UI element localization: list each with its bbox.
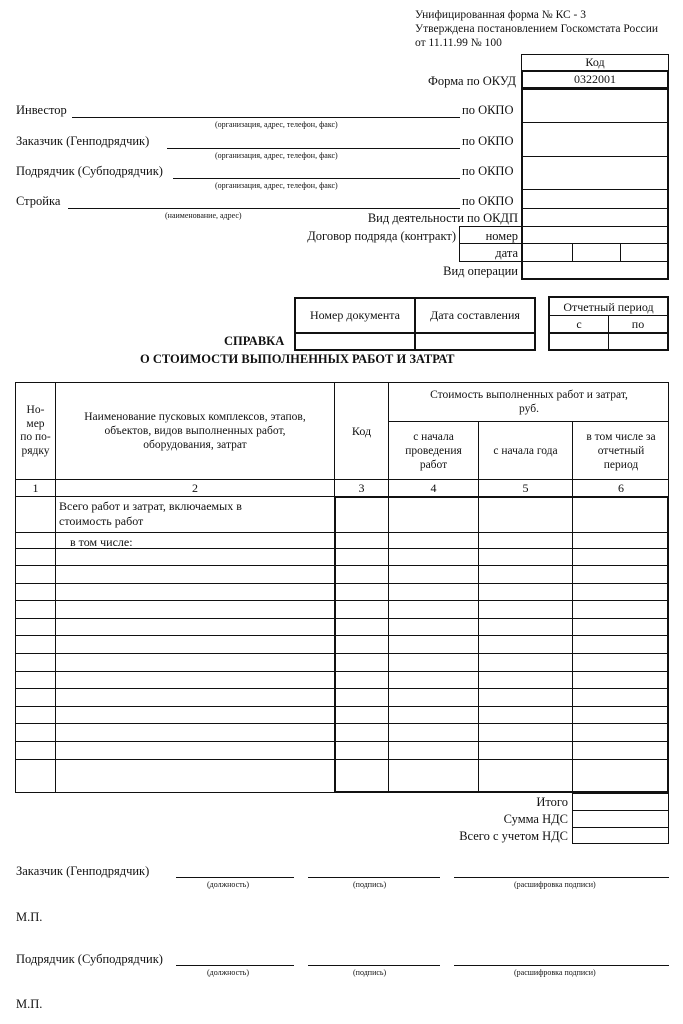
table-row-line xyxy=(15,532,669,533)
table-row-line xyxy=(15,671,669,672)
col-num-1: 1 xyxy=(32,481,39,495)
table-row-line xyxy=(15,759,669,760)
investor-label: Инвестор xyxy=(16,103,67,117)
title-subtitle: О СТОИМОСТИ ВЫПОЛНЕННЫХ РАБОТ И ЗАТРАТ xyxy=(140,352,455,366)
customer-signature-field[interactable] xyxy=(308,877,440,878)
vat-label: Сумма НДС xyxy=(503,812,568,826)
customer-signature-hint: (подпись) xyxy=(353,880,387,889)
approval-line: Утверждена постановлением Госкомстата России xyxy=(415,23,659,35)
period-header: Отчетный период xyxy=(563,299,654,314)
construction-label: Стройка xyxy=(16,194,61,208)
construction-field[interactable] xyxy=(68,208,460,209)
contractor-label: Подрядчик (Субподрядчик) xyxy=(16,164,163,178)
title-spravka: СПРАВКА xyxy=(224,334,285,348)
construction-hint: (наименование, адрес) xyxy=(165,211,242,220)
col-from-start-header: с начала проведения работ xyxy=(405,430,462,471)
code-vline xyxy=(620,243,621,261)
table-row-line xyxy=(15,548,669,549)
totals-box xyxy=(572,793,669,844)
customer-decoding-field[interactable] xyxy=(454,877,669,878)
contractor-field[interactable] xyxy=(173,178,460,179)
code-line xyxy=(521,189,669,190)
customer-position-hint: (должность) xyxy=(207,880,249,889)
table-row-line xyxy=(15,706,669,707)
customer-sign-label: Заказчик (Генподрядчик) xyxy=(16,864,150,878)
contract-label: Договор подряда (контракт) xyxy=(307,229,456,243)
doc-number-header: Номер документа xyxy=(309,308,401,322)
col-num-4: 4 xyxy=(430,481,437,495)
date-label: дата xyxy=(495,246,518,260)
main-table-values-block xyxy=(334,496,669,793)
code-line xyxy=(521,208,669,209)
table-row-line xyxy=(15,635,669,636)
code-vline xyxy=(572,243,573,261)
itogo-label: Итого xyxy=(536,795,568,809)
table-hline xyxy=(15,496,669,497)
row-including-label: в том числе: xyxy=(70,535,133,549)
doc-date-header: Дата составления xyxy=(430,308,520,322)
customer-label: Заказчик (Генподрядчик) xyxy=(16,134,150,148)
table-row-line xyxy=(15,653,669,654)
col-period-header: в том числе за отчетный период xyxy=(586,430,656,471)
contractor-signature-hint: (подпись) xyxy=(353,968,387,977)
form-code-line: Унифицированная форма № КС - 3 xyxy=(415,9,587,21)
contractor-position-field[interactable] xyxy=(176,965,294,966)
kod-header-cell xyxy=(521,54,669,71)
customer-hint: (организация, адрес, телефон, факс) xyxy=(215,151,338,160)
kod-label: Код xyxy=(585,55,605,69)
construction-okpo-label: по ОКПО xyxy=(462,194,514,208)
contractor-decoding-hint: (расшифровка подписи) xyxy=(514,968,596,977)
contractor-decoding-field[interactable] xyxy=(454,965,669,966)
okud-label: Форма по ОКУД xyxy=(428,74,516,88)
col-num-3: 3 xyxy=(358,481,365,495)
code-line xyxy=(521,226,669,227)
col-num-2: 2 xyxy=(192,481,198,495)
col-number-header: Но- мер по по- рядку xyxy=(20,404,51,457)
code-line xyxy=(521,122,669,123)
okud-value: 0322001 xyxy=(574,72,616,86)
col-code-header: Код xyxy=(351,424,372,438)
col-from-year-header: с начала года xyxy=(493,444,558,457)
customer-position-field[interactable] xyxy=(176,877,294,878)
contractor-position-hint: (должность) xyxy=(207,968,249,977)
table-row-line xyxy=(15,565,669,566)
table-row-line xyxy=(15,723,669,724)
customer-field[interactable] xyxy=(167,148,460,149)
contractor-stamp: М.П. xyxy=(16,997,43,1011)
code-line xyxy=(521,156,669,157)
okdp-label: Вид деятельности по ОКДП xyxy=(367,211,518,225)
col-num-5: 5 xyxy=(522,481,529,495)
operation-label: Вид операции xyxy=(443,264,518,278)
number-label: номер xyxy=(485,229,518,243)
doc-box-hline xyxy=(294,332,536,334)
table-row-line xyxy=(15,741,669,742)
totals-line xyxy=(572,827,669,828)
customer-stamp: М.П. xyxy=(16,910,43,924)
contract-line xyxy=(459,243,522,244)
customer-okpo-label: по ОКПО xyxy=(462,134,514,148)
contractor-sign-label: Подрядчик (Субподрядчик) xyxy=(16,952,163,966)
investor-field[interactable] xyxy=(72,117,460,118)
approval-date-line: от 11.11.99 № 100 xyxy=(415,37,502,49)
contractor-okpo-label: по ОКПО xyxy=(462,164,514,178)
period-from-header: с xyxy=(576,317,582,331)
col-num-6: 6 xyxy=(618,481,624,495)
codes-column xyxy=(521,88,669,280)
table-row-line xyxy=(15,600,669,601)
table-row-line xyxy=(15,583,669,584)
period-to-header: по xyxy=(631,317,645,331)
code-line xyxy=(521,243,669,244)
col-name-header: Наименование пусковых комплексов, этапов, объектов, видов выполненных работ, оборудования, затрат xyxy=(84,411,306,451)
table-row-line xyxy=(15,618,669,619)
okud-value-cell xyxy=(521,70,669,89)
row-total-label: Всего работ и затрат, включаемых в стоимость работ xyxy=(59,499,242,528)
with-vat-label: Всего с учетом НДС xyxy=(459,829,568,843)
investor-hint: (организация, адрес, телефон, факс) xyxy=(215,120,338,129)
table-row-line xyxy=(15,688,669,689)
totals-line xyxy=(572,810,669,811)
cost-header: Стоимость выполненных работ и затрат, руб. xyxy=(430,389,628,415)
contractor-signature-field[interactable] xyxy=(308,965,440,966)
code-line xyxy=(521,261,669,262)
contractor-hint: (организация, адрес, телефон, факс) xyxy=(215,181,338,190)
customer-decoding-hint: (расшифровка подписи) xyxy=(514,880,596,889)
investor-okpo-label: по ОКПО xyxy=(462,103,514,117)
